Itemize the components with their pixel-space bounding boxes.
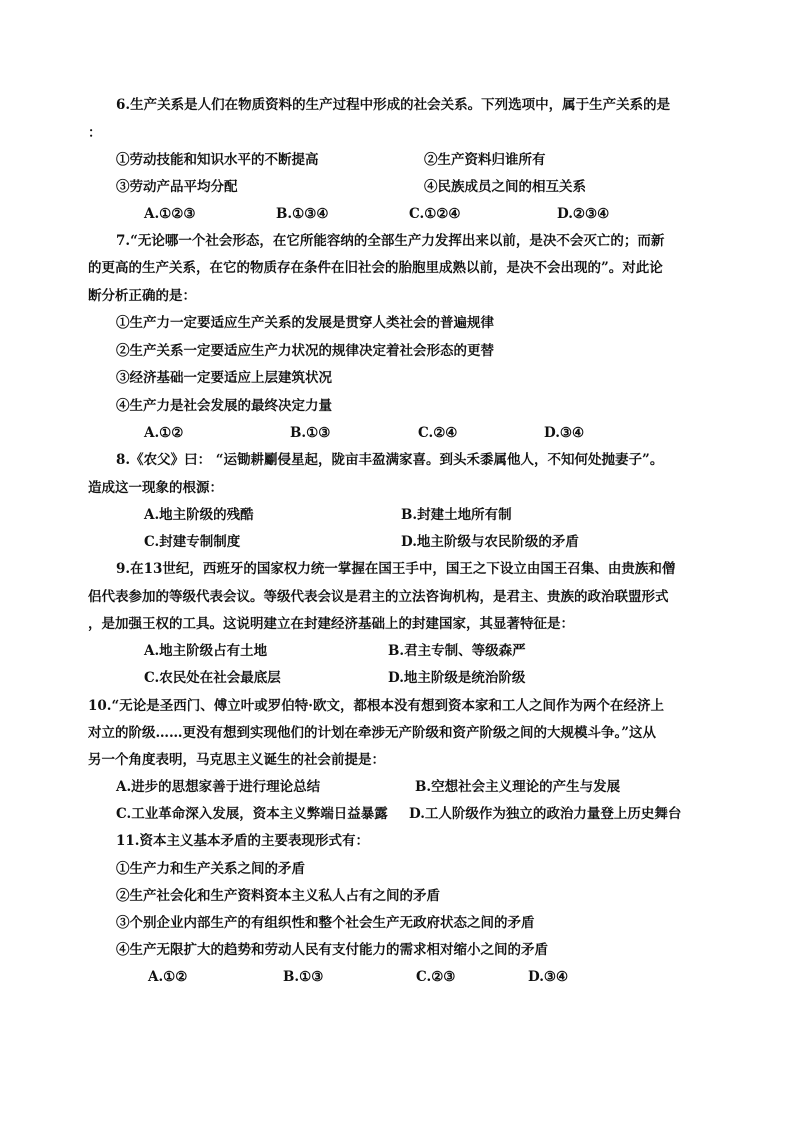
question-6-item-2: ②生产资料归谁所有 [424, 152, 546, 168]
question-7-choice-d[interactable]: D.③④ [544, 425, 585, 441]
question-10-choice-c[interactable]: C.工业革命深入发展，资本主义弊端日益暴露 [116, 806, 388, 822]
question-7-item-2: ②生产关系一定要适应生产力状况的规律决定着社会形态的更替 [116, 343, 494, 359]
question-6-stem-line-1: 6.生产关系是人们在物质资料的生产过程中形成的社会关系。下列选项中，属于生产关系的是 [116, 97, 671, 113]
question-9-stem-line-3: ，是加强王权的工具。这说明建立在封建经济基础上的封建国家，其显著特征是： [88, 616, 574, 632]
question-11-item-2: ②生产社会化和生产资料资本主义私人占有之间的矛盾 [116, 888, 440, 904]
question-6-item-1: ①劳动技能和知识水平的不断提高 [116, 152, 319, 168]
question-6-item-4: ④民族成员之间的相互关系 [424, 179, 586, 195]
question-7-item-3: ③经济基础一定要适应上层建筑状况 [116, 370, 332, 386]
question-10-stem-line-3: 另一个角度表明，马克思主义诞生的社会前提是： [88, 752, 385, 768]
question-6-stem-line-2: ： [88, 125, 102, 141]
question-9-choice-c[interactable]: C.农民处在社会最底层 [144, 670, 281, 686]
question-10-choice-a[interactable]: A.进步的思想家善于进行理论总结 [116, 779, 321, 795]
question-6-item-3: ③劳动产品平均分配 [116, 179, 238, 195]
question-8-choice-d[interactable]: D.地主阶级与农民阶级的矛盾 [401, 534, 579, 550]
question-10-choice-d[interactable]: D.工人阶级作为独立的政治力量登上历史舞台 [409, 806, 682, 822]
question-9-choice-d[interactable]: D.地主阶级是统治阶级 [388, 670, 526, 686]
question-11-choice-b[interactable]: B.①③ [283, 969, 324, 985]
question-9-choice-b[interactable]: B.君主专制、等级森严 [388, 643, 526, 659]
question-7-choice-a[interactable]: A.①② [144, 425, 184, 441]
question-10-stem-line-2: 对立的阶级……更没有想到实现他们的计划在牵涉无产阶级和资产阶级之间的大规模斗争。”这从 [88, 725, 657, 741]
question-11-item-3: ③个别企业内部生产的有组织性和整个社会生产无政府状态之间的矛盾 [116, 915, 535, 931]
question-11-choice-c[interactable]: C.②③ [416, 969, 456, 985]
question-11-choice-a[interactable]: A.①② [148, 969, 188, 985]
question-11-stem-line-1: 11.资本主义基本矛盾的主要表现形式有： [116, 833, 369, 849]
question-10-stem-line-1: 10.“无论是圣西门、傅立叶或罗伯特·欧文，都根本没有想到资本家和工人之间作为两个在经济上 [88, 698, 664, 714]
question-11-item-1: ①生产力和生产关系之间的矛盾 [116, 861, 305, 877]
question-8-choice-a[interactable]: A.地主阶级的残酷 [144, 507, 254, 523]
question-9-choice-a[interactable]: A.地主阶级占有土地 [144, 643, 268, 659]
question-8-choice-c[interactable]: C.封建专制制度 [144, 534, 241, 550]
question-7-item-1: ①生产力一定要适应生产关系的发展是贯穿人类社会的普遍规律 [116, 315, 494, 331]
question-8-choice-b[interactable]: B.封建土地所有制 [401, 507, 512, 523]
question-7-choice-b[interactable]: B.①③ [290, 425, 331, 441]
question-11-choice-d[interactable]: D.③④ [528, 969, 569, 985]
question-6-choice-a[interactable]: A.①②③ [144, 206, 196, 222]
question-6-choice-d[interactable]: D.②③④ [557, 206, 610, 222]
question-10-choice-b[interactable]: B.空想社会主义理论的产生与发展 [415, 779, 621, 795]
question-6-choice-b[interactable]: B.①③④ [276, 206, 329, 222]
question-8-stem-line-1: 8.《农父》曰： “运锄耕劚侵星起，陇亩丰盈满家喜。到头禾黍属他人，不知何处抛妻子”。 [116, 452, 664, 468]
question-9-stem-line-2: 侣代表参加的等级代表会议。等级代表会议是君主的立法咨询机构，是君主、贵族的政治联盟形式 [88, 589, 669, 605]
question-9-stem-line-1: 9.在13世纪，西班牙的国家权力统一掌握在国王手中，国王之下设立由国王召集、由贵族和僧 [116, 561, 676, 577]
question-7-stem-line-2: 的更高的生产关系，在它的物质存在条件在旧社会的胎胞里成熟以前，是决不会出现的”。对此论 [88, 260, 663, 276]
question-11-item-4: ④生产无限扩大的趋势和劳动人民有支付能力的需求相对缩小之间的矛盾 [116, 942, 548, 958]
question-7-stem-line-3: 断分析正确的是： [88, 288, 196, 304]
question-7-choice-c[interactable]: C.②④ [418, 425, 458, 441]
question-7-item-4: ④生产力是社会发展的最终决定力量 [116, 398, 332, 414]
question-6-choice-c[interactable]: C.①②④ [409, 206, 461, 222]
question-7-stem-line-1: 7.“无论哪一个社会形态，在它所能容纳的全部生产力发挥出来以前，是决不会灭亡的；而新 [116, 233, 665, 249]
question-8-stem-line-2: 造成这一现象的根源： [88, 480, 223, 496]
